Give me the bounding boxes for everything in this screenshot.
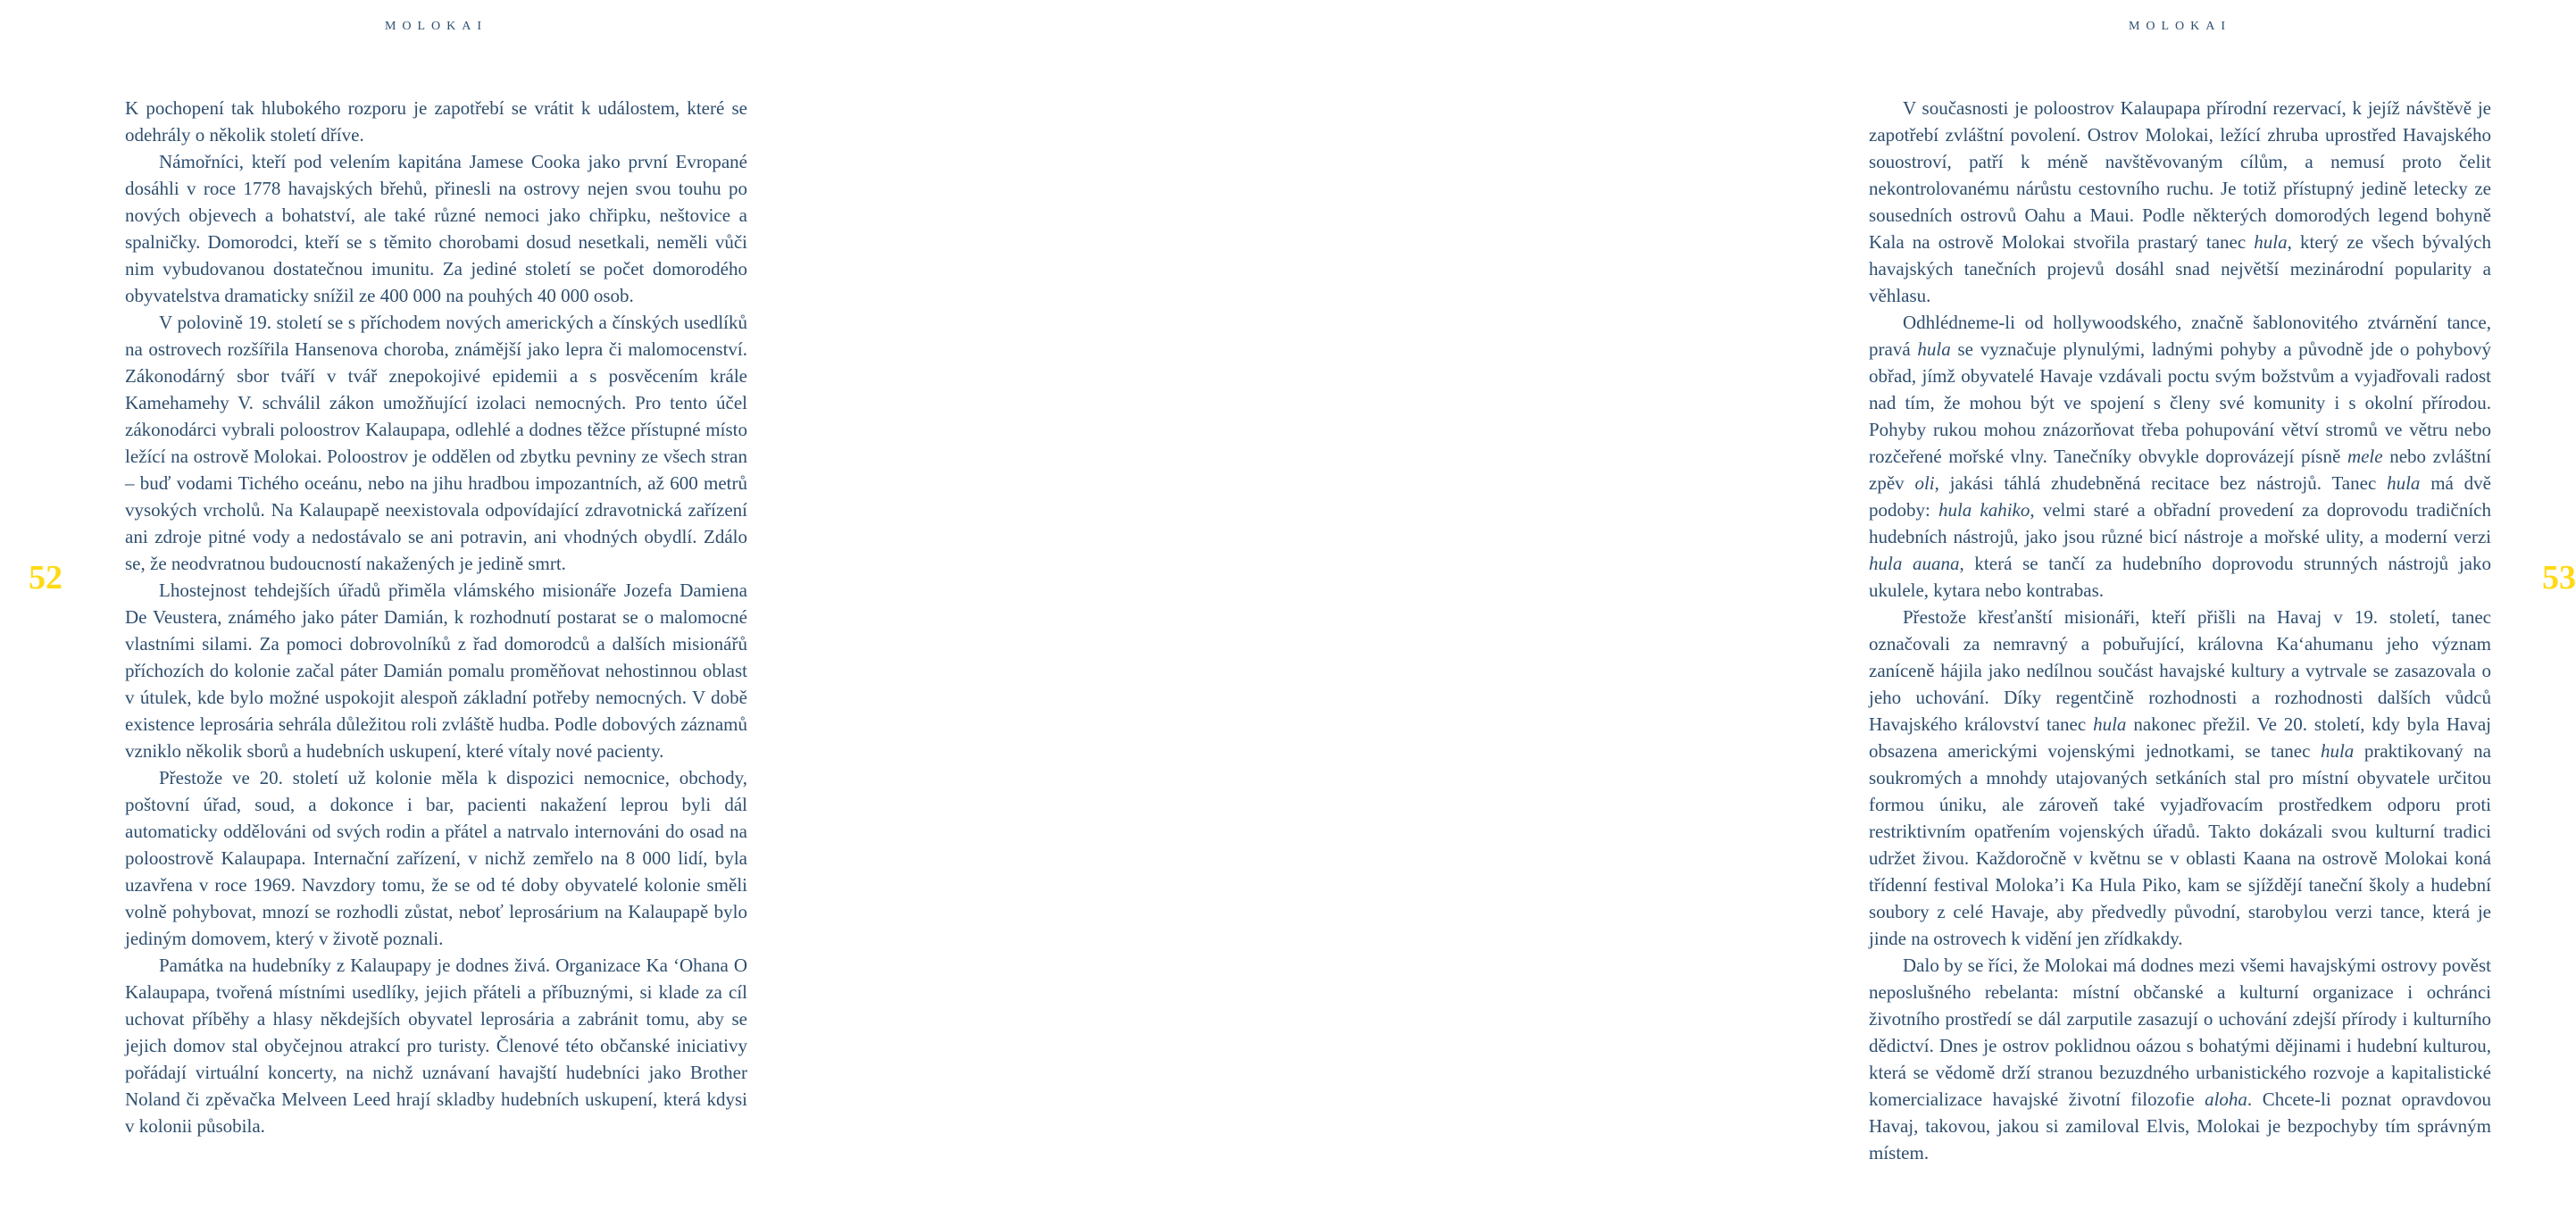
paragraph: V současnosti je poloostrov Kalaupapa přírodní rezervací, k jejíž návštěvě je zapotřebí zvláštní povolení. Ostrov Molokai, ležící zhruba uprostřed Havajského souostroví, patří k méně navštěvovaným cílům, a nemusí proto čelit nekontrolovanému nárůstu cestovního ruchu. Je totiž přístupný jedině letecky ze sousedních ostrovů Oahu a Maui. Podle některých domorodých legend bohyně Kala na ostrově Molokai stvořila prastarý tanec hula, který ze všech bývalých havajských tanečních projevů dosáhl snad největší mezinárodní popularity a věhlasu. [1869,97,2491,306]
paragraph: Památka na hudebníky z Kalaupapy je dodnes živá. Organizace Ka ‘Ohana O Kalaupapa, tvořená místními usedlíky, jejich přáteli a příbuznými, si klade za cíl uchovat příběhy a hlasy někdejších obyvatel leprosária a zabránit tomu, aby se jejich domov stal obyčejnou atrakcí pro turisty. Členové této občanské iniciativy pořádají virtuální koncerty, na nichž uznávaní havajští hudebníci jako Brother Noland či zpěvačka Melveen Leed hrají skladby hudebních uskupení, která kdysi v kolonii působila. [125,955,747,1137]
paragraph: Lhostejnost tehdejších úřadů přiměla vlámského misionáře Jozefa Damiena De Veustera, známého jako páter Damián, k rozhodnutí postarat se o malomocné vlastními silami. Za pomoci dobrovolníků z řad domorodců a dalších misionářů příchozích do kolonie začal páter Damián pomalu proměňovat nehostinnou oblast v útulek, kde bylo možné uspokojit alespoň základní potřeby nemocných. V době existence leprosária sehrála důležitou roli zvláště hudba. Podle dobových záznamů vzniklo několik sborů a hudebních uskupení, které vítaly nové pacienty. [125,580,747,762]
text-column-right [1869,95,2491,1166]
paragraph: Dalo by se říci, že Molokai má dodnes mezi všemi havajskými ostrovy pověst neposlušného rebelanta: místní občanské a kulturní organizace i ochránci životního prostředí se dál zarputile zasazují o uchování zdejší přírody i kulturního dědictví. Dnes je ostrov poklidnou oázou s bohatými dějinami i hudební kulturou, která se vědomě drží stranou bezuzdného urbanistického rozvoje a kapitalistické komercializace havajské životní filozofie aloha. Chcete-li poznat opravdovou Havaj, takovou, jakou si zamiloval Elvis, Molokai je bezpochyby tím správným místem. [1869,955,2491,1163]
paragraph: Přestože křesťanští misionáři, kteří přišli na Havaj v 19. století, tanec označovali za nemravný a pobuřující, královna Ka‘ahumanu jeho význam zaníceně hájila jako nedílnou součást havajské kultury a vytrvale se zasazovala o jeho uchování. Díky regentčině rozhodnosti a rozhodnosti dalších vůdců Havajského království tanec hula nakonec přežil. Ve 20. století, kdy byla Havaj obsazena americkými vojenskými jednotkami, se tanec hula praktikovaný na soukromých a mnohdy utajovaných setkáních stal pro místní obyvatele určitou formou úniku, ale zároveň také vyjadřovacím prostředkem odporu proti restriktivním opatřením vojenských úřadů. Takto dokázali svou kulturní tradici udržet živou. Každoročně v květnu se v oblasti Kaana na ostrově Molokai koná třídenní festival Moloka’i Ka Hula Piko, kam se sjíždějí taneční školy a hudební soubory z celé Havaje, aby předvedly původní, starobylou verzi tance, která je jinde na ostrovech k vidění jen zřídkakdy. [1869,606,2492,949]
paragraph: Přestože ve 20. století už kolonie měla k dispozici nemocnice, obchody, poštovní úřad, soud, a dokonce i bar, pacienti nakažení leprou byli dál automaticky oddělováni od svých rodin a přátel a natrvalo internováni do osad na poloostrově Kalaupapa. Internační zařízení, v nichž zemřelo na 8 000 lidí, byla uzavřena v roce 1969. Navzdory tomu, že se od té doby obyvatelé kolonie směli volně pohybovat, mnozí se rozhodli zůstat, neboť leprosárium na Kalaupapě bylo jediným domovem, který v životě poznali. [125,767,747,949]
text-column-left [125,95,747,1139]
page-number: 52 [29,559,63,596]
paragraph: K pochopení tak hlubokého rozporu je zapotřebí se vrátit k událostem, které se odehrály o několik století dříve. [125,97,747,146]
page-left [0,0,869,1226]
paragraph: Námořníci, kteří pod velením kapitána Jamese Cooka jako první Evropané dosáhli v roce 1778 havajských břehů, přinesli na ostrovy nejen svou touhu po nových objevech a bohatství, ale také různé nemoci jako chřipku, neštovice a spalničky. Domorodci, kteří se s těmito chorobami dosud nesetkali, neměli vůči nim vybudovanou dostatečnou imunitu. Za jediné století se počet domorodého obyvatelstva dramaticky snížil ze 400 000 na pouhých 40 000 osob. [125,151,747,306]
page-right [869,0,2576,1226]
paragraph: Odhlédneme-li od hollywoodského, značně šablonovitého ztvárnění tance, pravá hula se vyznačuje plynulými, ladnými pohyby a původně jde o pohybový obřad, jímž obyvatelé Havaje vzdávali poctu svým božstvům a vyjadřovali radost nad tím, že mohou být ve spojení s členy své komunity i s okolní přírodou. Pohyby rukou mohou znázorňovat třeba pohupování větví stromů ve větru nebo rozčeřené mořské vlny. Tanečníky obvykle doprovázejí písně mele nebo zvláštní zpěv oli, jakási táhlá zhudebněná recitace bez nástrojů. Tanec hula má dvě podoby: hula kahiko, velmi staré a obřadní provedení za doprovodu tradičních hudebních nástrojů, jako jsou různé bicí nástroje a mořské ulity, a moderní verzi hula auana, která se tančí za hudebního doprovodu strunných nástrojů jako ukulele, kytara nebo kontrabas. [1869,312,2491,601]
running-header: MOLOKAI [2128,20,2232,33]
paragraph: V polovině 19. století se s příchodem nových amerických a čínských usedlíků na ostrovech rozšířila Hansenova choroba, známější jako lepra či malomocenství. Zákonodárný sbor tváří v tvář znepokojivé epidemii a s posvěcením krále Kamehamehy V. schválil zákon umožňující izolaci nemocných. Pro tento účel zákonodárci vybrali poloostrov Kalaupapa, odlehlé a dodnes těžce přístupné místo ležící na ostrově Molokai. Poloostrov je oddělen od zbytku pevniny ze všech stran – buď vodami Tichého oceánu, nebo na jihu hradbou impozantních, až 600 metrů vysokých vrcholů. Na Kalaupapě neexistovala odpovídající zdravotnická zařízení ani zdroje pitné vody a nedostávalo se ani potravin, ani vhodných obydlí. Zdálo se, že neodvratnou budoucností nakažených je jedině smrt. [125,312,747,574]
running-header: MOLOKAI [384,20,488,33]
page-number: 53 [2542,559,2576,596]
